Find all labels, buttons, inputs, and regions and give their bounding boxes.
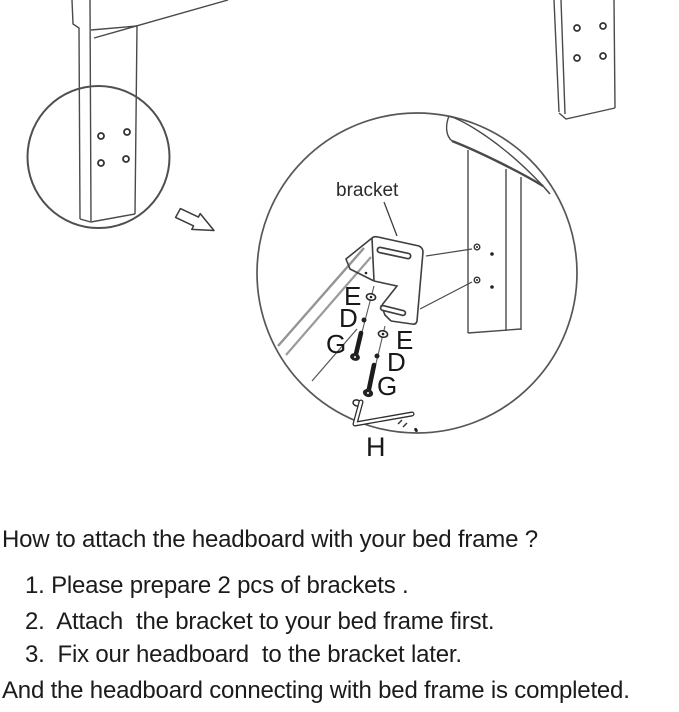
bracket-slots	[380, 250, 408, 313]
panel-bottom-edge	[94, 0, 228, 38]
panel-edge-lower	[452, 141, 543, 186]
leg-right-edge	[135, 26, 137, 214]
magnified-post-holes	[474, 244, 494, 289]
tick-marks	[398, 420, 407, 427]
allen-key-outline	[355, 402, 412, 424]
part-label-bolt-1: G	[326, 329, 347, 359]
post-corner-edge	[561, 0, 565, 114]
post-bottom-edge	[559, 108, 615, 119]
hole-icon	[574, 25, 580, 31]
bolt-direction-leaders	[420, 249, 472, 309]
hole-dot-icon	[490, 285, 494, 289]
leg-bottom-edge	[80, 214, 135, 222]
spring-washer-icon	[362, 318, 367, 323]
part-label-spring-washer-1: D	[339, 303, 358, 333]
tick-mark	[398, 420, 402, 424]
bolt-head-socket	[367, 392, 369, 394]
part-label-flat-washer-2: E	[396, 325, 414, 355]
instruction-step-2: 2. Attach the bracket to your bed frame first.	[25, 608, 495, 635]
instruction-step-1: 1. Please prepare 2 pcs of brackets .	[25, 572, 409, 599]
instructions-heading: How to attach the headboard with your bed frame ?	[2, 526, 538, 553]
hole-icon	[98, 133, 104, 139]
instructions-conclusion: And the headboard connecting with bed frame is completed.	[2, 677, 630, 704]
comma-mark	[414, 427, 419, 432]
hole-icon	[124, 129, 130, 135]
hole-icon	[123, 156, 129, 162]
headboard-leg-drawing	[72, 0, 228, 222]
mpost-bottom-edge	[468, 329, 521, 333]
bracket-label-leader	[384, 202, 397, 236]
hole-dot-icon	[490, 252, 494, 256]
zoom-arrow-icon	[176, 209, 214, 231]
leg-left-edge	[72, 0, 80, 219]
hole-icon	[574, 55, 580, 61]
hole-dot-icon	[476, 279, 478, 281]
leader-line	[426, 249, 472, 256]
post-left-edge	[554, 0, 559, 112]
part-label-spring-washer-2: D	[387, 347, 406, 377]
leader-line	[420, 282, 472, 309]
large-magnifier-circle	[257, 113, 577, 433]
hole-icon	[600, 23, 606, 29]
post-bolt-holes	[574, 23, 606, 61]
bracket-front-left-edge	[372, 238, 374, 281]
leg-bolt-holes	[98, 129, 130, 166]
hole-icon	[98, 160, 104, 166]
bolt-head-socket	[354, 356, 356, 358]
post-right-edge	[614, 0, 615, 108]
panel-edge-cap	[447, 116, 452, 141]
bracket-label: bracket	[336, 180, 399, 201]
part-label-flat-washer-1: E	[344, 281, 362, 311]
hole-icon	[600, 53, 606, 59]
part-label-allen-key: H	[366, 432, 386, 462]
spring-washer-icon	[375, 354, 380, 359]
part-label-bolt-2: G	[377, 371, 398, 401]
bracket-hole-dot	[365, 272, 368, 275]
panel-edge-tail	[543, 186, 550, 194]
hole-dot-icon	[476, 246, 478, 248]
washer-center-dot	[370, 296, 373, 299]
bedframe-post-drawing	[554, 0, 615, 119]
magnified-post	[468, 150, 521, 333]
bolt-shaft-icon	[369, 365, 374, 389]
allen-key-drawing	[355, 402, 412, 424]
small-magnifier-circle	[28, 86, 170, 228]
panel-edge-upper	[449, 116, 543, 186]
washer-center-dot	[382, 333, 385, 336]
bracket-fold-step	[374, 281, 397, 305]
instruction-step-3: 3. Fix our headboard to the bracket later.	[25, 641, 462, 668]
magnified-panel-edge	[447, 116, 550, 194]
bolt-shaft-icon	[356, 333, 361, 354]
leg-mid-edge	[90, 0, 91, 221]
tick-mark	[403, 423, 407, 427]
